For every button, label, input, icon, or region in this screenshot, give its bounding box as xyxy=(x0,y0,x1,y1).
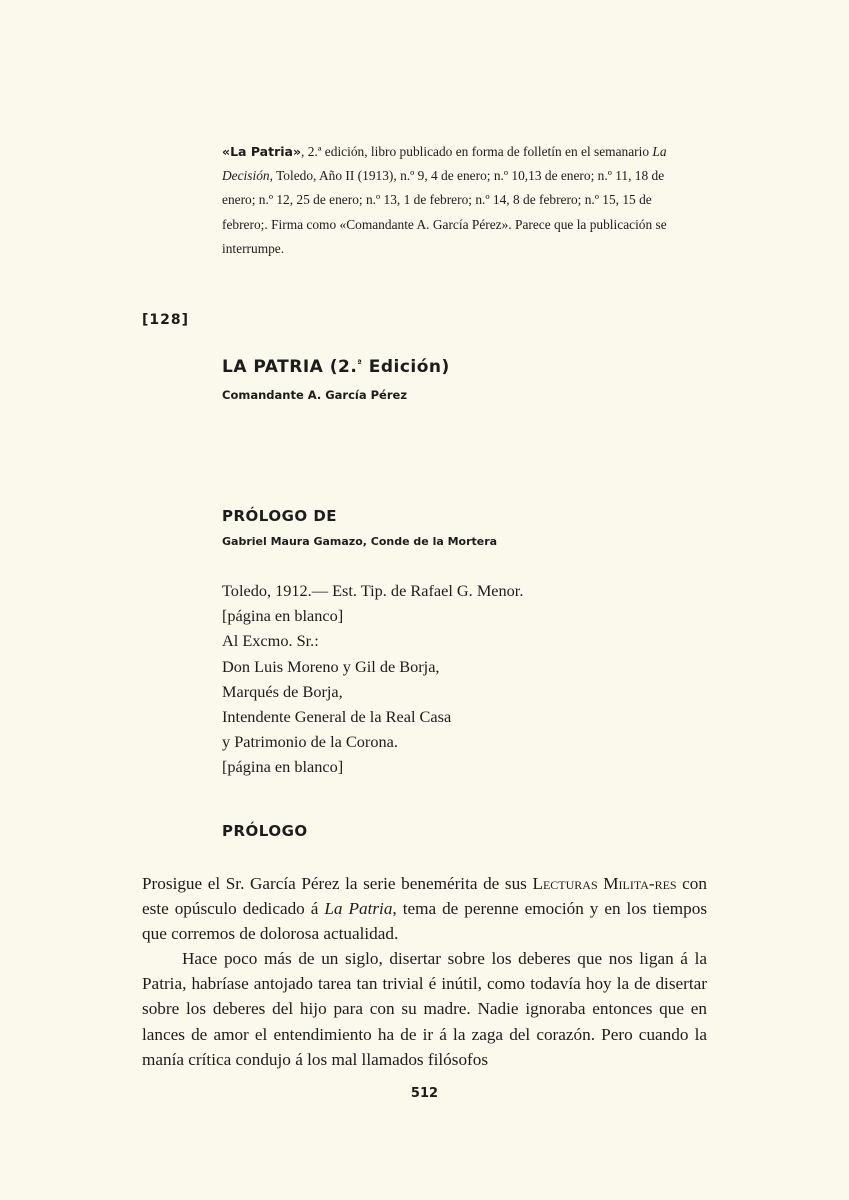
p1-text-b: con este opúsculo dedicado á xyxy=(142,874,707,919)
imprint-line: Don Luis Moreno y Gil de Borja, xyxy=(222,656,440,676)
p1-text-c: , tema de perenne emoción y en los tiempos que corremos de dolorosa actualidad. xyxy=(142,899,708,944)
imprint-line: Marqués de Borja, xyxy=(222,681,343,701)
body-text xyxy=(142,871,707,1072)
page-number: 512 xyxy=(410,1086,439,1101)
entry-number: [128] xyxy=(142,312,190,328)
prologue-author-name: Gabriel Maura Gamazo xyxy=(222,535,363,548)
title-end: Edición) xyxy=(362,357,450,377)
title-main: LA PATRIA (2. xyxy=(222,357,358,377)
series-name: Lecturas Milita-res xyxy=(532,874,677,893)
imprint-block xyxy=(222,578,523,780)
prologue-author-title: , Conde de la Mortera xyxy=(362,535,498,548)
prologue-by-heading: PRÓLOGO DE xyxy=(222,507,338,525)
title-sup: ª xyxy=(357,358,363,367)
prologue-heading: PRÓLOGO xyxy=(222,822,308,840)
imprint-line: [página en blanco] xyxy=(222,606,344,626)
editorial-note xyxy=(222,140,692,261)
book-author: Comandante A. García Pérez xyxy=(222,388,408,402)
imprint-line: Intendente General de la Real Casa xyxy=(222,707,452,727)
note-lead: «La Patria» xyxy=(222,144,302,159)
note-journal: La Decisión xyxy=(222,144,667,184)
note-part2: , Toledo, Año II (1913), n.º 9, 4 de enero; n.º 10,13 de enero; n.º 11, 18 de enero; n.º 12, 25 de enero; n.º 13, 1 de febrero; n.º 14, 8 de febrero; n.º 15, 15 de febrero;. Firma como «Comandante A. García Pérez». Parece que la publicación se interrumpe. xyxy=(222,168,667,256)
imprint-line: y Patrimonio de la Corona. xyxy=(222,732,398,752)
paragraph xyxy=(142,871,707,946)
imprint-line: Toledo, 1912.— Est. Tip. de Rafael G. Menor. xyxy=(222,581,524,600)
paragraph: Hace poco más de un siglo, disertar sobre los deberes que nos ligan á la Patria, habríase antojado tarea tan trivial é inútil, como todavía hoy la de disertar sobre los deberes del hijo para con su madre. Nadie ignoraba entonces que en lances de amor el entendimiento ha de ir á la zaga del corazón. Pero cuando la manía crítica condujo á los mal llamados filósofos xyxy=(142,949,707,1069)
p1-italic: La Patria xyxy=(324,899,393,919)
book-title xyxy=(222,357,450,377)
p1-text-a: Prosigue el Sr. García Pérez la serie benemérita de sus xyxy=(142,874,533,893)
prologue-author xyxy=(222,535,497,548)
imprint-line: Al Excmo. Sr.: xyxy=(222,631,319,651)
note-part1: , 2.ª edición, libro publicado en forma de folletín en el semanario xyxy=(301,144,653,159)
imprint-line: [página en blanco] xyxy=(222,757,344,777)
